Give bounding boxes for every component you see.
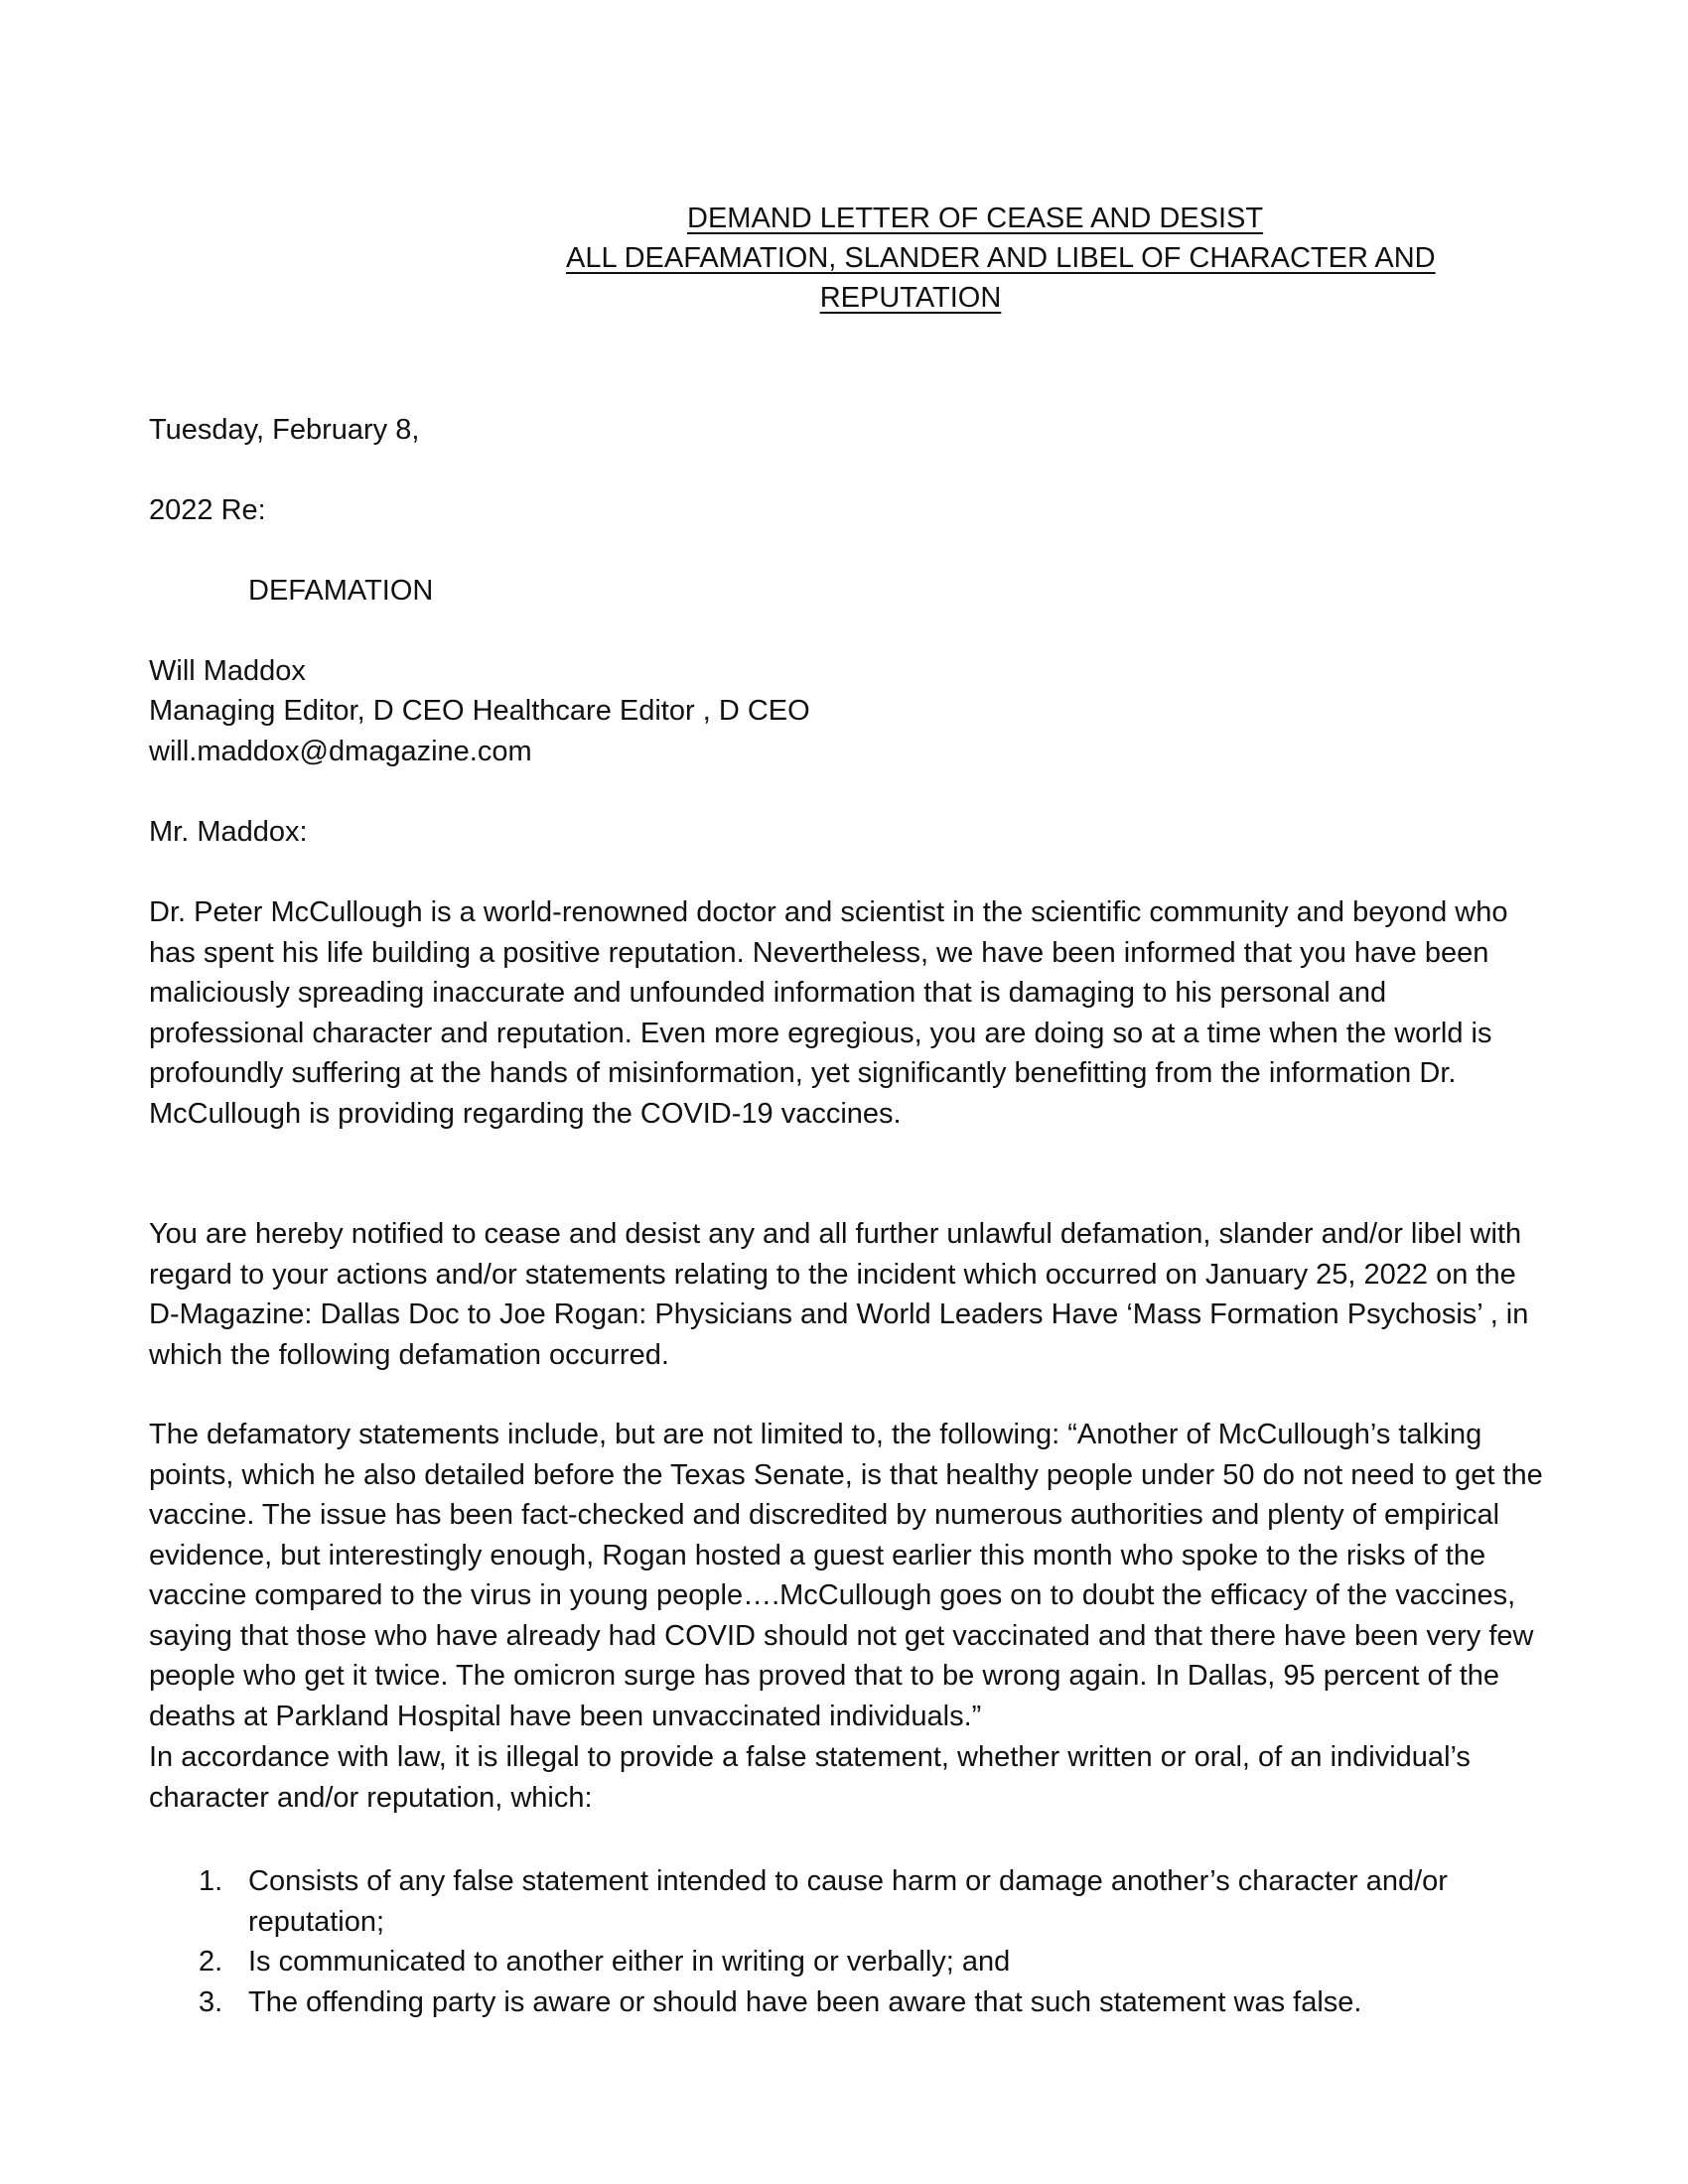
list-item bbox=[149, 1861, 1544, 1942]
list-number: 1. bbox=[199, 1865, 223, 1897]
date-line: Tuesday, February 8, bbox=[149, 414, 420, 446]
conditions-list bbox=[149, 1861, 1544, 2022]
salutation: Mr. Maddox: bbox=[149, 816, 308, 848]
list-item bbox=[149, 1982, 1544, 2023]
title-line-1: DEMAND LETTER OF CEASE AND DESIST bbox=[687, 203, 1264, 234]
paragraph-text: Dr. Peter McCullough is a world-renowned doctor and scientist in the scientific community and beyond who has spent his life building a positive reputation. Nevertheless, we have been informed that you have been maliciously spreading inaccurate and unfounded information that is damaging to his personal and professional character and reputation. Even more egregious, you are doing so at a time when the world is profoundly suffering at the hands of misinformation, yet significantly benefitting from the information Dr. McCullough is providing regarding the COVID-19 vaccines. bbox=[149, 896, 1508, 1130]
paragraph-4 bbox=[149, 1737, 1544, 1818]
paragraph-1 bbox=[149, 892, 1544, 1134]
list-text: Is communicated to another either in writing or verbally; and bbox=[248, 1946, 1011, 1978]
recipient-email: will.maddox@dmagazine.com bbox=[149, 736, 532, 767]
recipient-title: Managing Editor, D CEO Healthcare Editor , D CEO bbox=[149, 695, 810, 727]
re-line: 2022 Re: bbox=[149, 494, 266, 526]
list-item bbox=[149, 1942, 1544, 1982]
recipient-name: Will Maddox bbox=[149, 655, 306, 687]
title-line-3: REPUTATION bbox=[819, 282, 1002, 314]
list-number: 2. bbox=[199, 1946, 223, 1978]
title-line-2: ALL DEAFAMATION, SLANDER AND LIBEL OF CHARACTER AND bbox=[566, 242, 1436, 274]
list-number: 3. bbox=[199, 1985, 223, 2018]
paragraph-text: In accordance with law, it is illegal to provide a false statement, whether written or oral, of an individual’s character and/or reputation, which: bbox=[149, 1741, 1471, 1814]
subject-line: DEFAMATION bbox=[248, 575, 434, 607]
list-text: Consists of any false statement intended to cause harm or damage another’s character and/or reputation; bbox=[248, 1865, 1448, 1938]
paragraph-3 bbox=[149, 1415, 1544, 1736]
paragraph-text: You are hereby notified to cease and desist any and all further unlawful defamation, slander and/or libel with regard to your actions and/or statements relating to the incident which occurred on January 25, 2022 on the D-Magazine: Dallas Doc to Joe Rogan: Physicians and World Leaders Have ‘Mass Formation Psychosis’ , in which the following defamation occurred. bbox=[149, 1218, 1529, 1371]
paragraph-2 bbox=[149, 1214, 1544, 1375]
paragraph-text: The defamatory statements include, but are not limited to, the following: “Another of McCullough’s talking points, which he also detailed before the Texas Senate, is that healthy people under 50 do not need to get the vaccine. The issue has been fact-checked and discredited by numerous authorities and plenty of empirical evidence, but interestingly enough, Rogan hosted a guest earlier this month who spoke to the risks of the vaccine compared to the virus in young people….McCullough goes on to doubt the efficacy of the vaccines, saying that those who have already had COVID should not get vaccinated and that there have been very few people who get it twice. The omicron surge has proved that to be wrong again. In Dallas, 95 percent of the deaths at Parkland Hospital have been unvaccinated individuals.” bbox=[149, 1419, 1543, 1732]
list-text: The offending party is aware or should have been aware that such statement was false. bbox=[248, 1985, 1362, 2018]
